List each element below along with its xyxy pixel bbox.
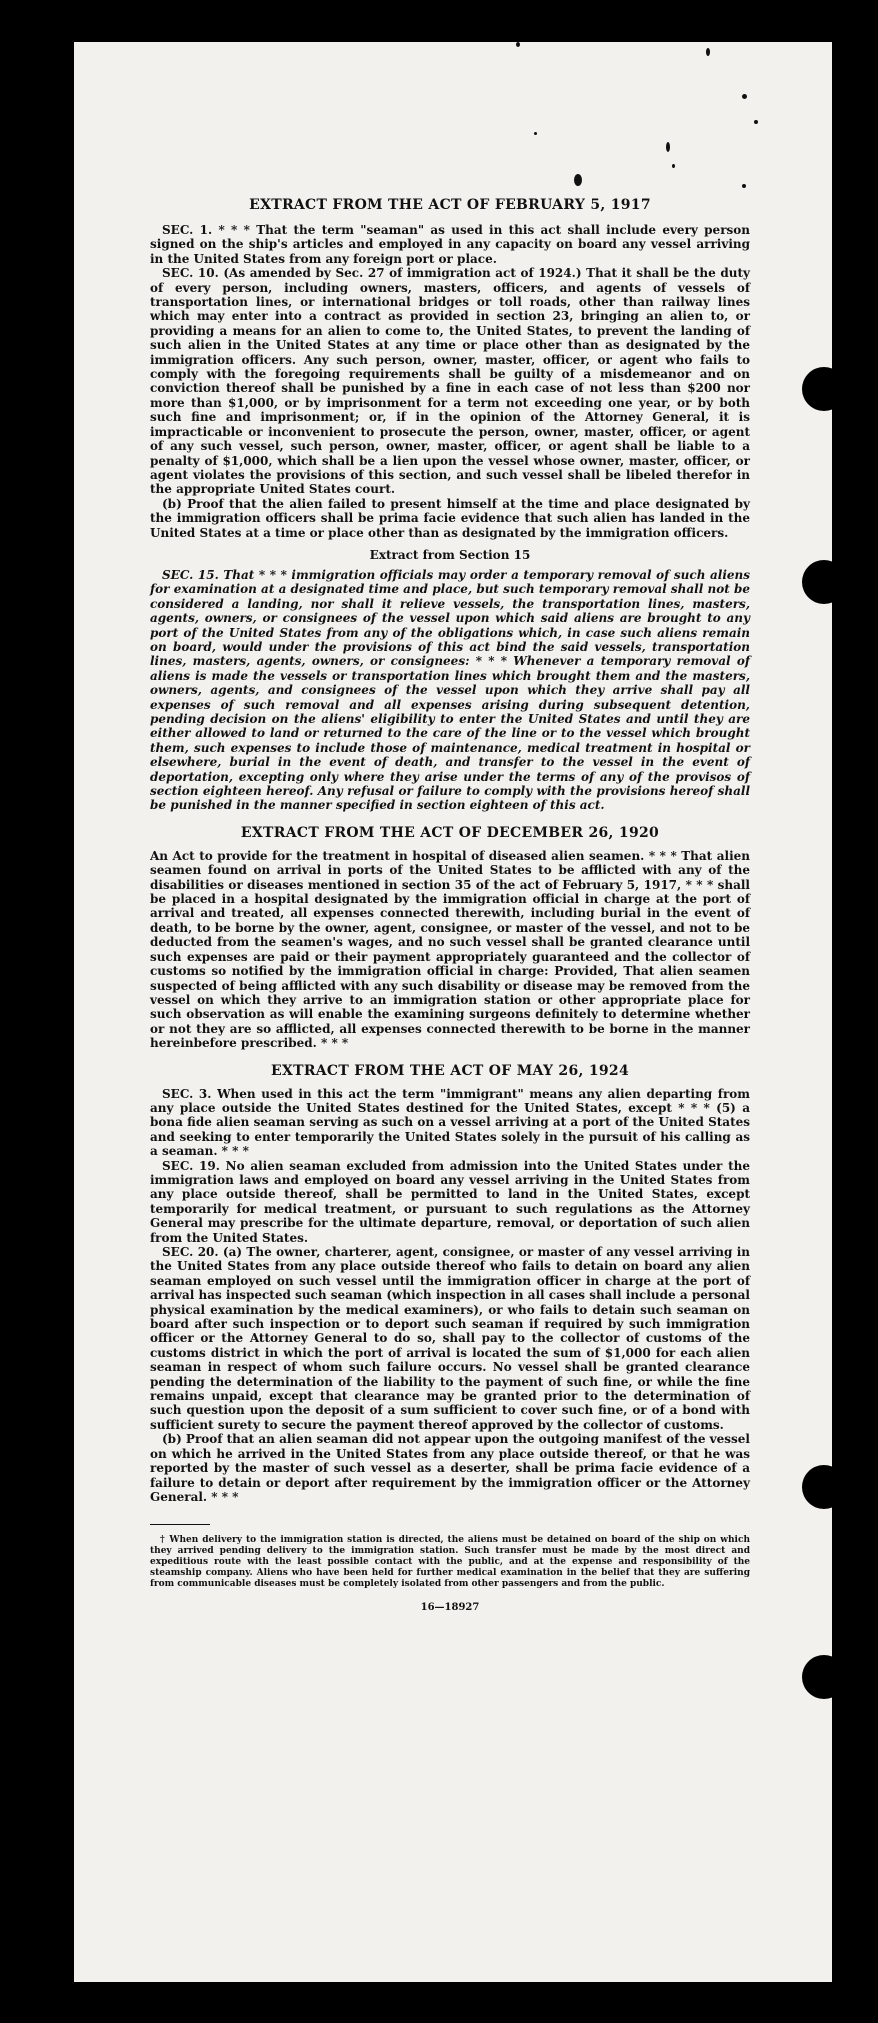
- page-number: 16—18927: [420, 1602, 480, 1614]
- section-15: [150, 568, 750, 813]
- speck: [574, 174, 582, 186]
- sec-10b-text: (b) Proof that the alien failed to present himself at the time and place designated by the immigration officers shall be prima facie evidence that such alien has landed in the United States at a time or place other than as designated by the immigration officers.: [150, 496, 750, 540]
- speck: [742, 184, 746, 188]
- section-1920: [150, 849, 750, 1051]
- sec-19-text: SEC. 19. No alien seaman excluded from admission into the United States under the immigration laws and employed on board any vessel arriving in the United States from any place outside thereof, shall be permitted to land in the United States, except temporarily for medical treatment, or pursuant to such regulations as the Attorney General may prescribe for the ultimate departure, removal, or deportation of such alien from the United States.: [150, 1158, 750, 1245]
- speck: [754, 120, 758, 124]
- footnote-text: † When delivery to the immigration station is directed, the aliens must be detained on board of the ship on which they arrived pending delivery to the immigration station. Such transfer must be made by the most direct and expeditious route with the least possible contact with the public, and at the expense and responsibility of the steamship company. Aliens who have been held for further medical examination in the belief that they are suffering from communicable diseases must be completely isolated from other passengers and from the public.: [150, 1535, 750, 1590]
- sec-3-text: SEC. 3. When used in this act the term "immigrant" means any alien departing from any place outside the United States destined for the United States, except * * * (5) a bona fide alien seaman serving as such on a vessel arriving at a port of the United States and seeking to enter temporarily the United States solely in the pursuit of his calling as a seaman. * * *: [150, 1086, 750, 1159]
- punch-hole: [802, 1655, 832, 1699]
- sec-15-text: SEC. 15. That * * * immigration officials may order a temporary removal of such aliens for examination at a designated time and place, but such temporary removal shall not be considered a landing, nor shall it relieve vessels, the transportation lines, masters, agents, owners, or consignees of the vessel upon which said aliens are brought to any port of the United States from any of the obligations which, in case such aliens remain on board, would under the provisions of this act bind the said vessels, transportation lines, masters, agents, owners, or consignees: * * * Whenever a temporary removal of aliens is made the vessels or transportation lines which brought them and the masters, owners, agents, and consignees of the vessel upon which they arrive shall pay all expenses of such removal and all expenses arising during subsequent detention, pending decision on the aliens' eligibility to enter the United States and until they are either allowed to land or returned to the care of the line or to the vessel which brought them, such expenses to include those of maintenance, medical treatment in hospital or elsewhere, burial in the event of death, and transfer to the vessel in the event of deportation, excepting only where they arise under the terms of any of the provisos of section eighteen hereof. Any refusal or failure to comply with the provisions hereof shall be punished in the manner specified in section eighteen of this act.: [150, 567, 750, 813]
- speck: [666, 142, 670, 152]
- sec-1-text: SEC. 1. * * * That the term "seaman" as used in this act shall include every person signed on the ship's articles and employed in any capacity on board any vessel arriving in the United States from any foreign port or place.: [150, 223, 750, 266]
- speck: [516, 42, 520, 47]
- speck: [742, 94, 747, 99]
- footnote: [150, 1535, 750, 1590]
- punch-hole: [802, 367, 832, 411]
- speck: [672, 164, 675, 168]
- heading-act-1920: EXTRACT FROM THE ACT OF DECEMBER 26, 1920: [240, 824, 660, 841]
- act-1920-text: An Act to provide for the treatment in hospital of diseased alien seamen. * * * That alien seamen found on arrival in ports of the United States to be afflicted with any of the disabilities or diseases mentioned in section 35 of the act of February 5, 1917, * * * shall be placed in a hospital designated by the immigration official in charge at the port of arrival and treated, all expenses connected therewith, including burial in the event of death, to be borne by the owner, agent, consignee, or master of the vessel, and not to be deducted from the seamen's wages, and no such vessel shall be granted clearance until such expenses are paid or their payment appropriately guaranteed and the collector of customs so notified by the immigration official in charge: Provided, That alien seamen suspected of being afflicted with any such disability or disease may be removed from the vessel on which they arrive to an immigration station or other appropriate place for such observation as will enable the examining surgeons definitely to determine whether or not they are so afflicted, all expenses connected therewith to be borne in the manner hereinbefore prescribed. * * *: [150, 848, 750, 1051]
- sec-20b-text: (b) Proof that an alien seaman did not appear upon the outgoing manifest of the vessel on which he arrived in the United States from any place outside thereof, or that he was reported by the master of such vessel as a deserter, shall be prima facie evidence of a failure to detain or deport after requirement by the immigration officer or the Attorney General. * * *: [150, 1432, 750, 1504]
- punch-hole: [802, 1465, 832, 1509]
- document-content: [150, 197, 750, 1613]
- speck: [706, 48, 710, 56]
- sec-10-text: SEC. 10. (As amended by Sec. 27 of immigration act of 1924.) That it shall be the duty of every person, including owners, masters, officers, and agents of vessels of transportation lines, or international bridges or toll roads, other than railway lines which may enter into a contract as provided in section 23, bringing an alien to, or providing a means for an alien to come to, the United States, to prevent the landing of such alien in the United States at any time or place other than as designated by the immigration officers. Any such person, owner, master, officer, or agent who fails to comply with the foregoing requirements shall be guilty of a misdemeanor and on conviction thereof shall be punished by a fine in each case of not less than $200 nor more than $1,000, or by imprisonment for a term not exceeding one year, or by both such fine and imprisonment; or, if in the opinion of the Attorney General, it is impracticable or inconvenient to prosecute the person, owner, master, officer, or agent of any such vessel, such person, owner, master, officer, or agent shall be liable to a penalty of $1,000, which shall be a lien upon the vessel whose owner, master, officer, or agent violates the provisions of this section, and such vessel shall be libeled therefor in the appropriate United States court.: [150, 266, 750, 497]
- punch-hole: [802, 560, 832, 604]
- document-page: [74, 42, 832, 1982]
- heading-section-15: Extract from Section 15: [369, 547, 531, 562]
- section-1924: [150, 1087, 750, 1505]
- sec-20-text: SEC. 20. (a) The owner, charterer, agent, consignee, or master of any vessel arriving in the United States from any place outside thereof who fails to detain on board any alien seaman employed on such vessel until the immigration officer in charge at the port of arrival has inspected such seaman (which inspection in all cases shall include a personal physical examination by the medical examiners), or who fails to detain such seaman on board after such inspection or to deport such seaman if required by such immigration officer or the Attorney General to do so, shall pay to the collector of customs of the customs district in which the port of arrival is located the sum of $1,000 for each alien seaman in respect of whom such failure occurs. No vessel shall be granted clearance pending the determination of the liability to the payment of such fine, or while the fine remains unpaid, except that clearance may be granted prior to the determination of such question upon the deposit of a sum sufficient to cover such fine, or of a bond with sufficient surety to secure the payment thereof approved by the collector of customs.: [150, 1245, 750, 1432]
- section-1917: [150, 223, 750, 540]
- speck: [534, 132, 537, 135]
- heading-act-1917: EXTRACT FROM THE ACT OF FEBRUARY 5, 1917: [249, 197, 651, 213]
- footnote-rule: [150, 1524, 210, 1525]
- heading-act-1924: EXTRACT FROM THE ACT OF MAY 26, 1924: [270, 1062, 630, 1079]
